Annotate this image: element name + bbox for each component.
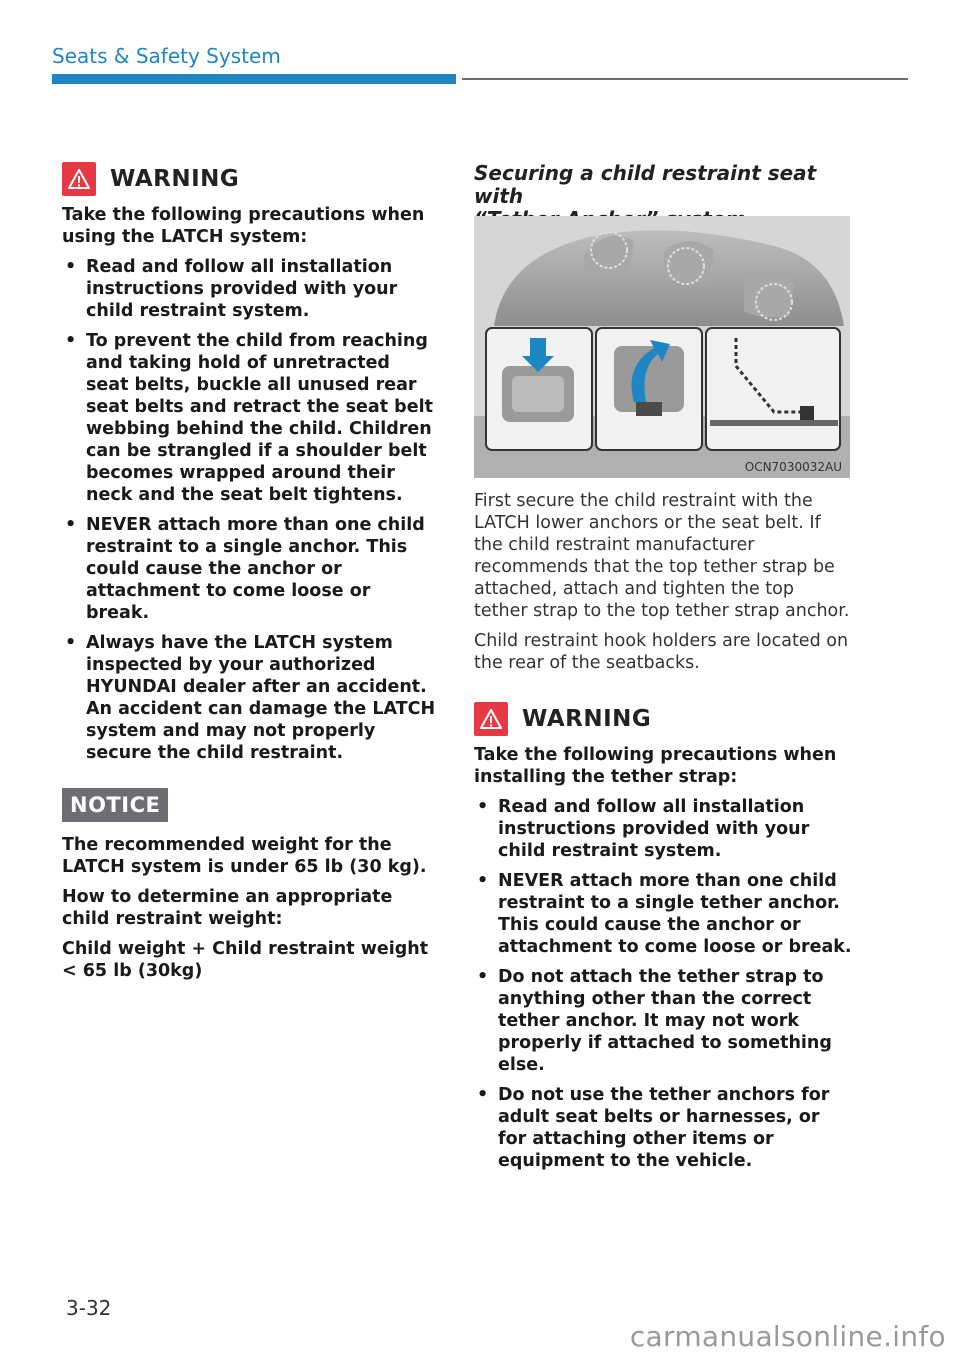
figure-code: OCN7030032AU bbox=[744, 460, 842, 474]
list-item: • Do not attach the tether strap to anything other than the correct tether anchor. It may not work properly if attached to something else. bbox=[474, 966, 852, 1076]
list-item: • Always have the LATCH system inspected by your authorized HYUNDAI dealer after an accident. An accident can damage the LATCH system and may not properly secure the child restraint. bbox=[62, 632, 436, 764]
notice-paragraph: Child weight + Child restraint weight < 65 lb (30kg) bbox=[62, 939, 429, 981]
header-rule-accent bbox=[52, 74, 456, 84]
tether-anchor-figure bbox=[474, 216, 850, 478]
body-paragraph: Child restraint hook holders are located on the rear of the seatbacks. bbox=[474, 631, 849, 673]
watermark-site: carmanualsonline.info bbox=[629, 1320, 946, 1353]
warning-intro: Take the following precautions when using the LATCH system: bbox=[62, 205, 425, 247]
section-heading-line: Securing a child restraint seat with bbox=[474, 161, 817, 208]
list-item: • NEVER attach more than one child restraint to a single anchor. This could cause the anchor or attachment to come loose or break. bbox=[62, 514, 436, 624]
warning-heading bbox=[474, 702, 852, 736]
section-title: Seats & Safety System bbox=[52, 44, 281, 68]
warning-heading bbox=[62, 162, 436, 196]
page-number: 3-32 bbox=[66, 1296, 112, 1320]
notice-paragraph: How to determine an appropriate child restraint weight: bbox=[62, 887, 393, 929]
warning-label: WARNING bbox=[522, 706, 652, 732]
left-column bbox=[62, 162, 436, 982]
warning-triangle-icon bbox=[62, 162, 96, 196]
list-item: • Read and follow all installation instructions provided with your child restraint system. bbox=[474, 796, 852, 862]
seat-illustration bbox=[474, 216, 850, 478]
list-item: • To prevent the child from reaching and taking hold of unretracted seat belts, buckle all unused rear seat belts and retract the seat belt webbing behind the child. Children can be strangled if a shoulder belt becomes wrapped around their neck and the seat belt tightens. bbox=[62, 330, 436, 506]
warning-triangle-icon bbox=[474, 702, 508, 736]
list-item: • NEVER attach more than one child restraint to a single tether anchor. This could cause the anchor or attachment to come loose or break. bbox=[474, 870, 852, 958]
header-rule bbox=[462, 78, 908, 80]
warning-list bbox=[474, 796, 852, 1172]
body-paragraph: First secure the child restraint with the LATCH lower anchors or the seat belt. If the child restraint manufacturer recommends that the top tether strap be attached, attach and tighten the top tether strap to the top tether strap anchor. bbox=[474, 491, 850, 621]
list-item: • Read and follow all installation instructions provided with your child restraint system. bbox=[62, 256, 436, 322]
warning-intro: Take the following precautions when installing the tether strap: bbox=[474, 745, 837, 787]
list-item: • Do not use the tether anchors for adult seat belts or harnesses, or for attaching other items or equipment to the vehicle. bbox=[474, 1084, 852, 1172]
right-column-body bbox=[474, 490, 852, 1172]
warning-list bbox=[62, 256, 436, 764]
warning-label: WARNING bbox=[110, 166, 240, 192]
notice-paragraph: The recommended weight for the LATCH system is under 65 lb (30 kg). bbox=[62, 835, 427, 877]
notice-label: NOTICE bbox=[62, 788, 168, 822]
